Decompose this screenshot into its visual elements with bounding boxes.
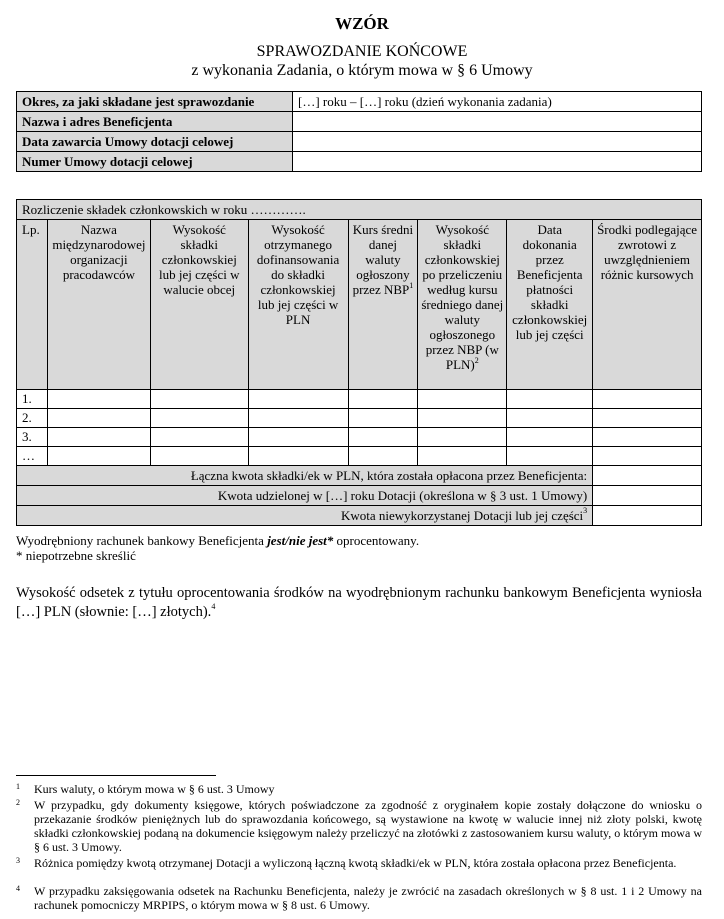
account-note xyxy=(16,533,419,548)
header-fee-foreign: Wysokość składki członkowskiej lub jej części w walucie obcej xyxy=(150,220,248,390)
table-cell[interactable] xyxy=(593,390,702,409)
table-cell[interactable] xyxy=(47,447,150,466)
info-value[interactable] xyxy=(293,132,702,152)
info-value[interactable] xyxy=(293,112,702,132)
header-funding-pln: Wysokość otrzymanego dofinansowania do składki członkowskiej lub jej części w PLN xyxy=(248,220,348,390)
header-exchange-rate xyxy=(348,220,418,390)
table-cell[interactable] xyxy=(47,390,150,409)
footnote-number: 3 xyxy=(16,856,20,865)
table-cell[interactable] xyxy=(507,390,593,409)
table-cell[interactable] xyxy=(593,428,702,447)
header-fee-converted xyxy=(418,220,507,390)
footnote-text: Kurs waluty, o którym mowa w § 6 ust. 3 Umowy xyxy=(34,782,275,796)
info-label: Nazwa i adres Beneficjenta xyxy=(17,112,293,132)
summary-row xyxy=(17,466,702,486)
info-table xyxy=(16,91,702,172)
table-cell[interactable] xyxy=(248,390,348,409)
info-label: Okres, za jaki składane jest sprawozdanie xyxy=(17,92,293,112)
footnote-ref-1: 1 xyxy=(409,280,414,290)
info-row xyxy=(17,132,702,152)
footnote-text: Różnica pomiędzy kwotą otrzymanej Dotacji a wyliczoną łączną kwotą składki/ek w PLN, która została opłacona przez Beneficjenta. xyxy=(34,856,677,870)
table-cell[interactable] xyxy=(348,428,418,447)
summary-total-paid-value[interactable] xyxy=(593,466,702,486)
document-subtitle xyxy=(0,42,724,80)
account-note-suffix: oprocentowany. xyxy=(333,533,420,548)
table-cell[interactable] xyxy=(418,428,507,447)
header-refund: Środki podlegające zwrotowi z uwzględnieniem różnic kursowych xyxy=(593,220,702,390)
contributions-table xyxy=(16,199,702,526)
footnote-number: 2 xyxy=(16,798,20,807)
table-cell[interactable] xyxy=(593,409,702,428)
header-fee-converted-text: Wysokość składki członkowskiej po przeliczeniu według kursu średniego danej waluty ogłoszonego przez NBP (w PLN) xyxy=(421,222,504,372)
table-cell[interactable] xyxy=(248,428,348,447)
table-caption: Rozliczenie składek członkowskich w roku …………. xyxy=(17,200,702,220)
summary-row xyxy=(17,486,702,506)
header-exchange-rate-text: Kurs średni danej waluty ogłoszony przez NBP xyxy=(352,222,414,297)
account-note-prefix: Wyodrębniony rachunek bankowy Beneficjenta xyxy=(16,533,268,548)
row-number: … xyxy=(17,447,48,466)
table-cell[interactable] xyxy=(47,409,150,428)
info-row xyxy=(17,152,702,172)
row-number: 2. xyxy=(17,409,48,428)
info-value[interactable] xyxy=(293,152,702,172)
info-value[interactable]: […] roku – […] roku (dzień wykonania zadania) xyxy=(293,92,702,112)
table-cell[interactable] xyxy=(150,428,248,447)
table-cell[interactable] xyxy=(418,390,507,409)
table-cell[interactable] xyxy=(150,409,248,428)
footnote-number: 1 xyxy=(16,782,20,791)
table-cell[interactable] xyxy=(348,409,418,428)
footnote-ref-2: 2 xyxy=(474,355,479,365)
table-cell[interactable] xyxy=(348,390,418,409)
table-row xyxy=(17,409,702,428)
summary-unused-text: Kwota niewykorzystanej Dotacji lub jej części xyxy=(340,507,584,523)
summary-unused-value[interactable] xyxy=(593,506,702,526)
table-cell[interactable] xyxy=(150,447,248,466)
info-row xyxy=(17,92,702,112)
subtitle-line-1: SPRAWOZDANIE KOŃCOWE xyxy=(256,43,468,60)
table-cell[interactable] xyxy=(348,447,418,466)
table-row xyxy=(17,447,702,466)
footnote-text: W przypadku zaksięgowania odsetek na Rachunku Beneficjenta, należy je zwrócić na zasadach określonych w § 8 ust. 1 i 2 Umowy na rachunek pomocniczy MRPIPS, o którym mowa w § 8 ust. 6 Umowy. xyxy=(34,884,702,912)
header-payment-date: Data dokonania przez Beneficjenta płatności składki członkowskiej lub jej części xyxy=(507,220,593,390)
table-cell[interactable] xyxy=(507,447,593,466)
table-row xyxy=(17,428,702,447)
footnote xyxy=(16,884,702,912)
footnote xyxy=(16,798,702,854)
table-row xyxy=(17,390,702,409)
row-number: 1. xyxy=(17,390,48,409)
summary-granted-label: Kwota udzielonej w […] roku Dotacji (określona w § 3 ust. 1 Umowy) xyxy=(17,486,593,506)
document-title: WZÓR xyxy=(335,14,389,33)
header-lp: Lp. xyxy=(17,220,48,390)
summary-row xyxy=(17,506,702,526)
summary-granted-value[interactable] xyxy=(593,486,702,506)
table-cell[interactable] xyxy=(47,428,150,447)
table-cell[interactable] xyxy=(248,447,348,466)
summary-unused-label xyxy=(17,506,593,526)
footnote xyxy=(16,856,702,870)
footnote-ref-4: 4 xyxy=(211,602,216,612)
table-cell[interactable] xyxy=(150,390,248,409)
footnote-ref-3: 3 xyxy=(583,506,588,516)
footnote xyxy=(16,782,702,796)
footnote-text: W przypadku, gdy dokumenty księgowe, których poświadczone za zgodność z oryginałem kopie zostały dołączone do wniosku o przekazanie środków pieniężnych lub do sprawozdania końcowego, są wystawione na kwotę w walucie innej niż złoty polski, kwotę składki członkowskiej podaną na dokumencie księgowym należy przeliczyć na złotówki z zastosowaniem kursu waluty, o którym mowa w § 6 ust. 3 Umowy. xyxy=(34,798,702,854)
table-cell[interactable] xyxy=(507,428,593,447)
interest-paragraph xyxy=(16,584,702,622)
subtitle-line-2: z wykonania Zadania, o którym mowa w § 6 Umowy xyxy=(191,62,533,79)
footnote-number: 4 xyxy=(16,884,20,893)
footnote-separator xyxy=(16,775,216,776)
table-cell[interactable] xyxy=(507,409,593,428)
table-cell[interactable] xyxy=(593,447,702,466)
summary-total-paid-label: Łączna kwota składki/ek w PLN, która została opłacona przez Beneficjenta: xyxy=(17,466,593,486)
row-number: 3. xyxy=(17,428,48,447)
table-cell[interactable] xyxy=(418,409,507,428)
header-organization: Nazwa międzynarodowej organizacji pracodawców xyxy=(47,220,150,390)
info-row xyxy=(17,112,702,132)
table-cell[interactable] xyxy=(418,447,507,466)
account-choice: jest/nie jest* xyxy=(267,533,334,548)
interest-text: Wysokość odsetek z tytułu oprocentowania środków na wyodrębnionym rachunku bankowym Beneficjenta wyniosła […] PLN (słownie: […] złotych). xyxy=(16,585,702,620)
table-cell[interactable] xyxy=(248,409,348,428)
info-label: Numer Umowy dotacji celowej xyxy=(17,152,293,172)
strike-note: * niepotrzebne skreślić xyxy=(16,548,136,563)
info-label: Data zawarcia Umowy dotacji celowej xyxy=(17,132,293,152)
